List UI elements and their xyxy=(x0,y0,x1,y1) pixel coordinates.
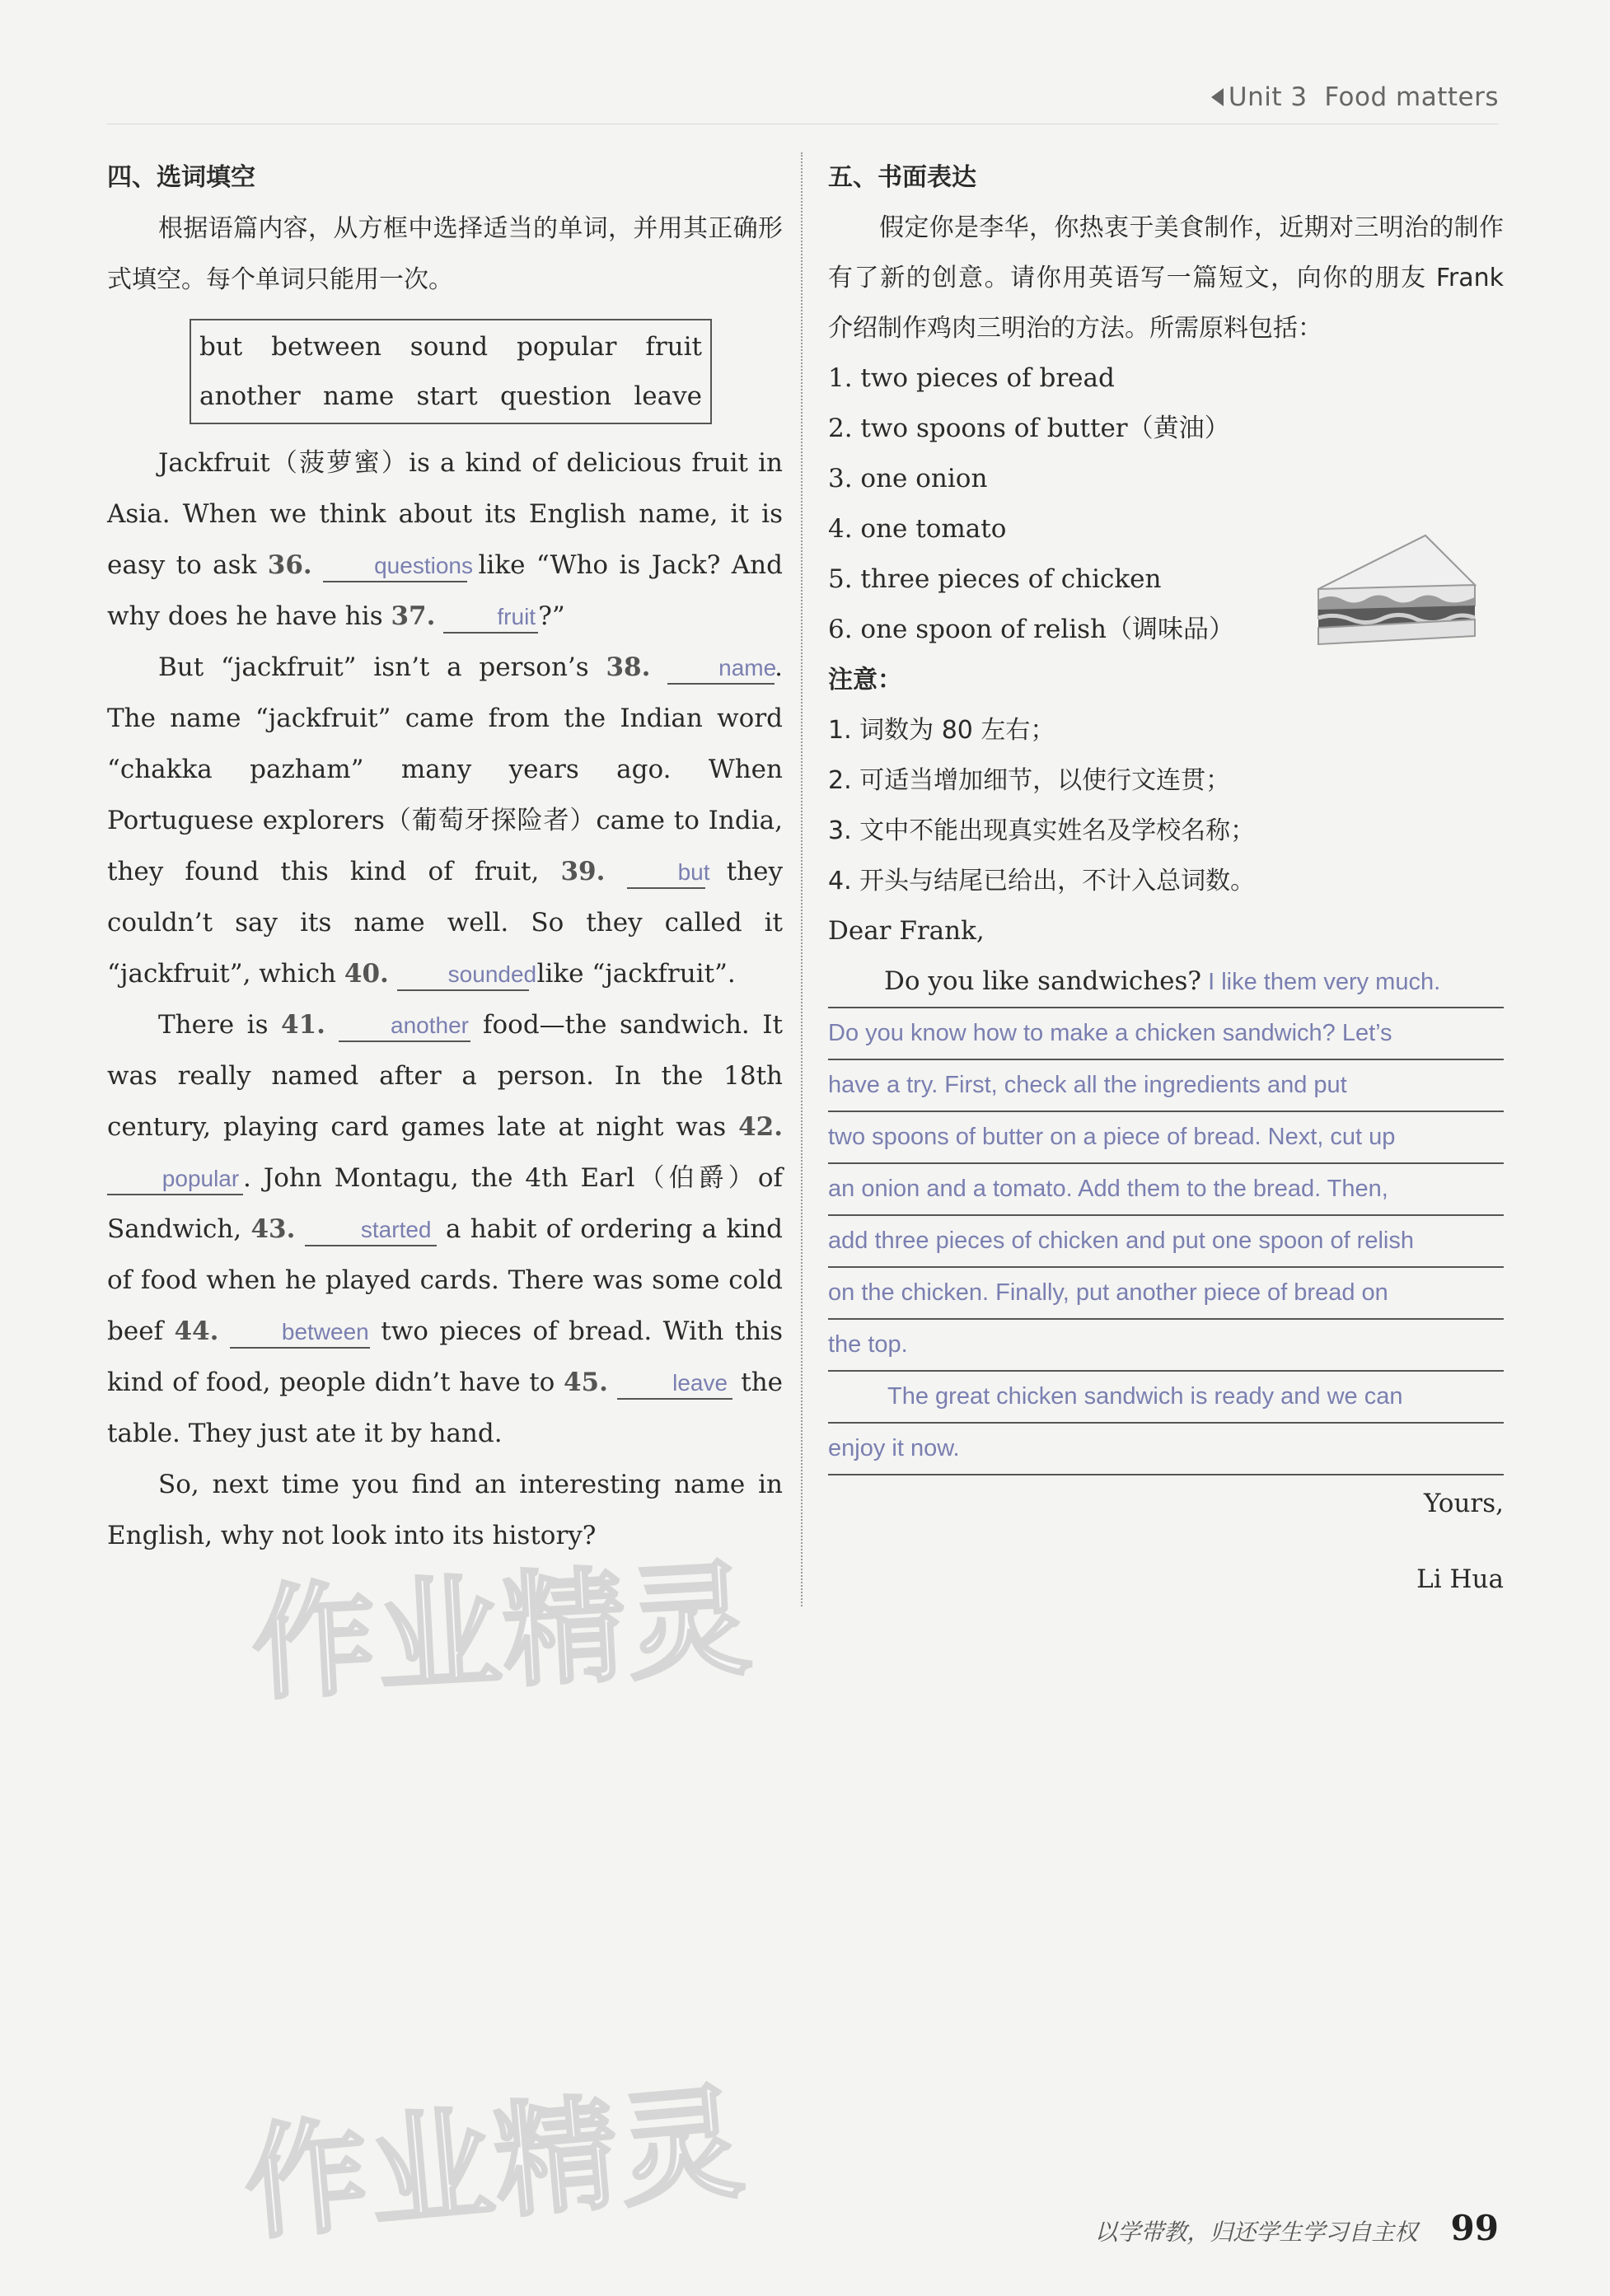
word: popular xyxy=(516,332,617,362)
answer-line[interactable]: the top. xyxy=(828,1320,1504,1372)
note-item: 1. 词数为 80 左右； xyxy=(828,716,1055,745)
word: start xyxy=(416,381,478,411)
blank-42[interactable]: popular xyxy=(107,1164,243,1195)
word-box-row-2 xyxy=(199,372,702,421)
blank-number: 41. xyxy=(281,1010,325,1040)
blank-number: 42. xyxy=(738,1112,783,1142)
blank-43[interactable]: started xyxy=(305,1215,437,1246)
fill-blank-instruction: 根据语篇内容，从方框中选择适当的单词，并用其正确形式填空。每个单词只能用一次。 xyxy=(107,214,783,294)
passage-text: they couldn’t say its name well. So they called it “jackfruit”, which xyxy=(107,857,783,989)
left-column xyxy=(107,152,783,1561)
answer-line[interactable]: add three pieces of chicken and put one spoon of relish xyxy=(828,1216,1504,1268)
word: fruit xyxy=(645,332,702,362)
blank-number: 39. xyxy=(560,857,606,886)
note-item: 2. 可适当增加细节，以使行文连贯； xyxy=(828,766,1231,795)
answer-line[interactable]: enjoy it now. xyxy=(828,1424,1504,1475)
word: question xyxy=(499,381,612,411)
blank-36[interactable]: questions xyxy=(323,551,467,582)
passage-paragraph-3 xyxy=(107,999,783,1459)
ingredient-item: 2. two spoons of butter（黄油） xyxy=(828,414,1230,443)
answer-line[interactable]: have a try. First, check all the ingredients and put xyxy=(828,1060,1504,1112)
ingredient-item: 6. one spoon of relish（调味品） xyxy=(828,615,1235,644)
blank-40[interactable]: sounded xyxy=(397,960,529,991)
blank-number: 36. xyxy=(267,550,312,580)
blank-41[interactable]: another xyxy=(339,1011,470,1042)
blank-38[interactable]: name xyxy=(667,653,775,685)
word-box-row-1 xyxy=(199,322,702,372)
passage-text: But “jackfruit” isn’t a person’s xyxy=(158,652,606,682)
answer-line[interactable]: an onion and a tomato. Add them to the bread. Then, xyxy=(828,1164,1504,1216)
blank-number: 43. xyxy=(250,1214,296,1244)
page-header xyxy=(1211,82,1499,112)
answer-line[interactable]: two spoons of butter on a piece of bread. Next, cut up xyxy=(828,1112,1504,1164)
word: sound xyxy=(410,332,489,362)
answer-line[interactable]: on the chicken. Finally, put another piece of bread on xyxy=(828,1268,1504,1320)
footer-slogan: 以学带教，归还学生学习自主权 xyxy=(1094,2219,1418,2246)
triangle-left-icon xyxy=(1211,88,1224,106)
passage-text: . John Montagu, the 4th Earl（伯爵）of Sandwich, xyxy=(107,1163,783,1244)
blank-39[interactable]: but xyxy=(627,858,705,889)
ingredient-item: 5. three pieces of chicken xyxy=(828,564,1162,594)
answer-line[interactable]: The great chicken sandwich is ready and we can xyxy=(828,1372,1504,1424)
blank-number: 45. xyxy=(563,1368,608,1397)
passage-text: food—the sandwich. It was really named after a person. In the 18th century, playing card games late at night was xyxy=(107,1010,784,1142)
notes-title: 注意： xyxy=(828,666,902,694)
note-item: 4. 开头与结尾已给出，不计入总词数。 xyxy=(828,867,1256,895)
blank-number: 38. xyxy=(606,652,651,682)
ingredient-item: 3. one onion xyxy=(828,464,988,493)
sandwich-crust xyxy=(1318,535,1475,589)
passage-text: . The name “jackfruit” came from the Indian word “chakka pazham” many years ago. When Portuguese explorers（葡萄牙探险者）came to India, they found this kind of fruit, xyxy=(107,652,783,886)
section-title-writing: 五、书面表达 xyxy=(828,163,976,192)
passage-text: two pieces of bread. With this kind of food, people didn’t have to xyxy=(107,1316,783,1397)
passage-text: like “jackfruit”. xyxy=(528,959,736,989)
sandwich-illustration xyxy=(1310,527,1479,651)
word: another xyxy=(199,381,301,411)
letter-opening: Do you like sandwiches? xyxy=(884,966,1202,996)
blank-number: 40. xyxy=(344,959,389,989)
column-divider xyxy=(801,152,803,1606)
answer-line[interactable] xyxy=(828,956,1504,1008)
word: but xyxy=(199,332,243,362)
note-item: 3. 文中不能出现真实姓名及学校名称； xyxy=(828,816,1256,845)
word: name xyxy=(323,381,395,411)
watermark: 作业精灵 xyxy=(248,1548,756,1718)
right-column xyxy=(828,152,1504,1630)
passage-text: Jackfruit（菠萝蜜）is a kind of delicious fruit in Asia. When we think about its English name, it is easy to ask xyxy=(107,448,783,580)
passage-text: like “Who is Jack? And why does he have his xyxy=(107,550,783,631)
watermark: 作业精灵 xyxy=(238,2070,751,2258)
blank-number: 37. xyxy=(391,601,436,631)
blank-44[interactable]: between xyxy=(230,1317,370,1349)
blank-37[interactable]: fruit xyxy=(443,602,538,634)
ingredient-item: 4. one tomato xyxy=(828,514,1007,544)
answer-text: I like them very much. xyxy=(1208,969,1441,995)
letter-signature: Li Hua xyxy=(1416,1564,1504,1594)
word: between xyxy=(271,332,381,362)
blank-45[interactable]: leave xyxy=(617,1368,732,1400)
answer-line[interactable]: Do you know how to make a chicken sandwich? Let’s xyxy=(828,1008,1504,1060)
passage-text: the table. They just ate it by hand. xyxy=(107,1368,783,1448)
section-title-fill-blank: 四、选词填空 xyxy=(107,163,255,192)
page-number: 99 xyxy=(1450,2208,1499,2248)
word: leave xyxy=(634,381,702,411)
writing-prompt: 假定你是李华，你热衷于美食制作，近期对三明治的制作有了新的创意。请你用英语写一篇短文，向你的朋友 Frank 介绍制作鸡肉三明治的方法。所需原料包括： xyxy=(828,213,1504,343)
passage-paragraph-2 xyxy=(107,642,783,999)
unit-title: Food matters xyxy=(1324,82,1499,112)
ingredient-item: 1. two pieces of bread xyxy=(828,363,1115,393)
word-box xyxy=(190,319,712,424)
page-footer xyxy=(1094,2208,1499,2248)
letter-greeting: Dear Frank, xyxy=(828,916,985,946)
letter-closing: Yours, xyxy=(1424,1489,1504,1518)
passage-paragraph-4: So, next time you find an interesting name in English, why not look into its history? xyxy=(107,1470,783,1550)
passage-text: ?” xyxy=(538,601,565,631)
passage-paragraph-1 xyxy=(107,437,783,642)
blank-number: 44. xyxy=(174,1316,219,1346)
passage-text: There is xyxy=(158,1010,282,1040)
passage-text: a habit of ordering a kind of food when he played cards. There was some cold beef xyxy=(107,1214,784,1346)
unit-label: Unit 3 xyxy=(1228,82,1308,112)
